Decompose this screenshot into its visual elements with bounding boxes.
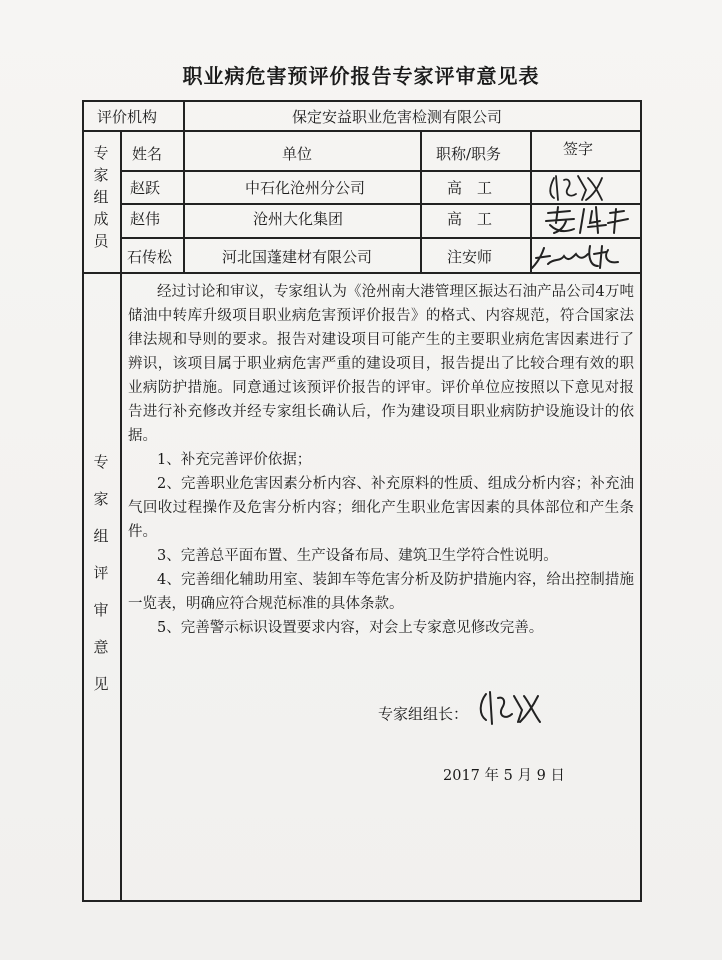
institution-label: 评价机构 [97,108,158,126]
expert-title: 高 工 [447,210,493,228]
expert-unit: 沧州大化集团 [253,210,344,228]
column-divider [420,130,422,272]
column-divider [183,100,185,130]
expert-unit: 河北国蓬建材有限公司 [222,248,373,266]
header-unit: 单位 [282,145,313,163]
document-title: 职业病危害预评价报告专家评审意见表 [182,64,540,88]
handwritten-signature [474,688,550,728]
opinion-item: 4、完善细化辅助用室、装卸车等危害分析及防护措施内容，给出控制措施一览表，明确应符合规范标准的具体条款。 [128,572,634,612]
header-name: 姓名 [132,145,163,163]
row-divider [82,272,642,274]
opinion-label: 专 家 组 评 审 意 见 [93,453,109,693]
opinion-intro: 经过讨论和审议，专家组认为《沧州南大港管理区振达石油产品公司4万吨储油中转库升级项目职业病危害预评价报告》的格式、内容规范，符合国家法律法规和导则的要求。报告对建设项目可能产生的主要职业病危害因素进行了辨识，该项目属于职业病危害严重的建设项目，报告提出了比较合理有效的职业病防护措施。同意通过该预评价报告的评审。评价单位应按照以下意见对报告进行补充修改并经专家组长确认后，作为建设项目职业病防护设施设计的依据。 [128,284,634,444]
expert-name: 石传松 [127,248,173,266]
handwritten-signature [542,170,632,204]
row-divider [120,237,642,239]
header-title: 职称/职务 [436,145,502,163]
header-signature: 签字 [563,140,594,158]
expert-name: 赵跃 [130,179,161,197]
handwritten-signature [528,240,628,272]
review-date: 2017 年 5 月 9 日 [443,768,565,784]
opinion-item: 3、完善总平面布置、生产设备布局、建筑卫生学符合性说明。 [157,548,558,564]
expert-title: 注安师 [447,248,493,266]
opinion-body [128,280,634,640]
handwritten-signature [540,203,636,237]
expert-unit: 中石化沧州分公司 [245,179,366,197]
leader-label: 专家组组长： [378,705,469,723]
expert-title: 高 工 [447,179,493,197]
expert-group-label: 专 家 组 成 员 [93,144,109,250]
opinion-item: 1、补充完善评价依据； [157,452,312,468]
opinion-item: 5、完善警示标识设置要求内容，对会上专家意见修改完善。 [157,620,544,636]
column-divider [183,130,185,272]
row-divider [82,130,642,132]
column-divider [120,130,122,902]
institution-value: 保定安益职业危害检测有限公司 [292,108,503,126]
opinion-item: 2、完善职业危害因素分析内容、补充原料的性质、组成分析内容；补充油气回收过程操作及危害分析内容；细化产生职业危害因素的具体部位和产生条件。 [128,476,634,540]
expert-name: 赵伟 [130,210,161,228]
